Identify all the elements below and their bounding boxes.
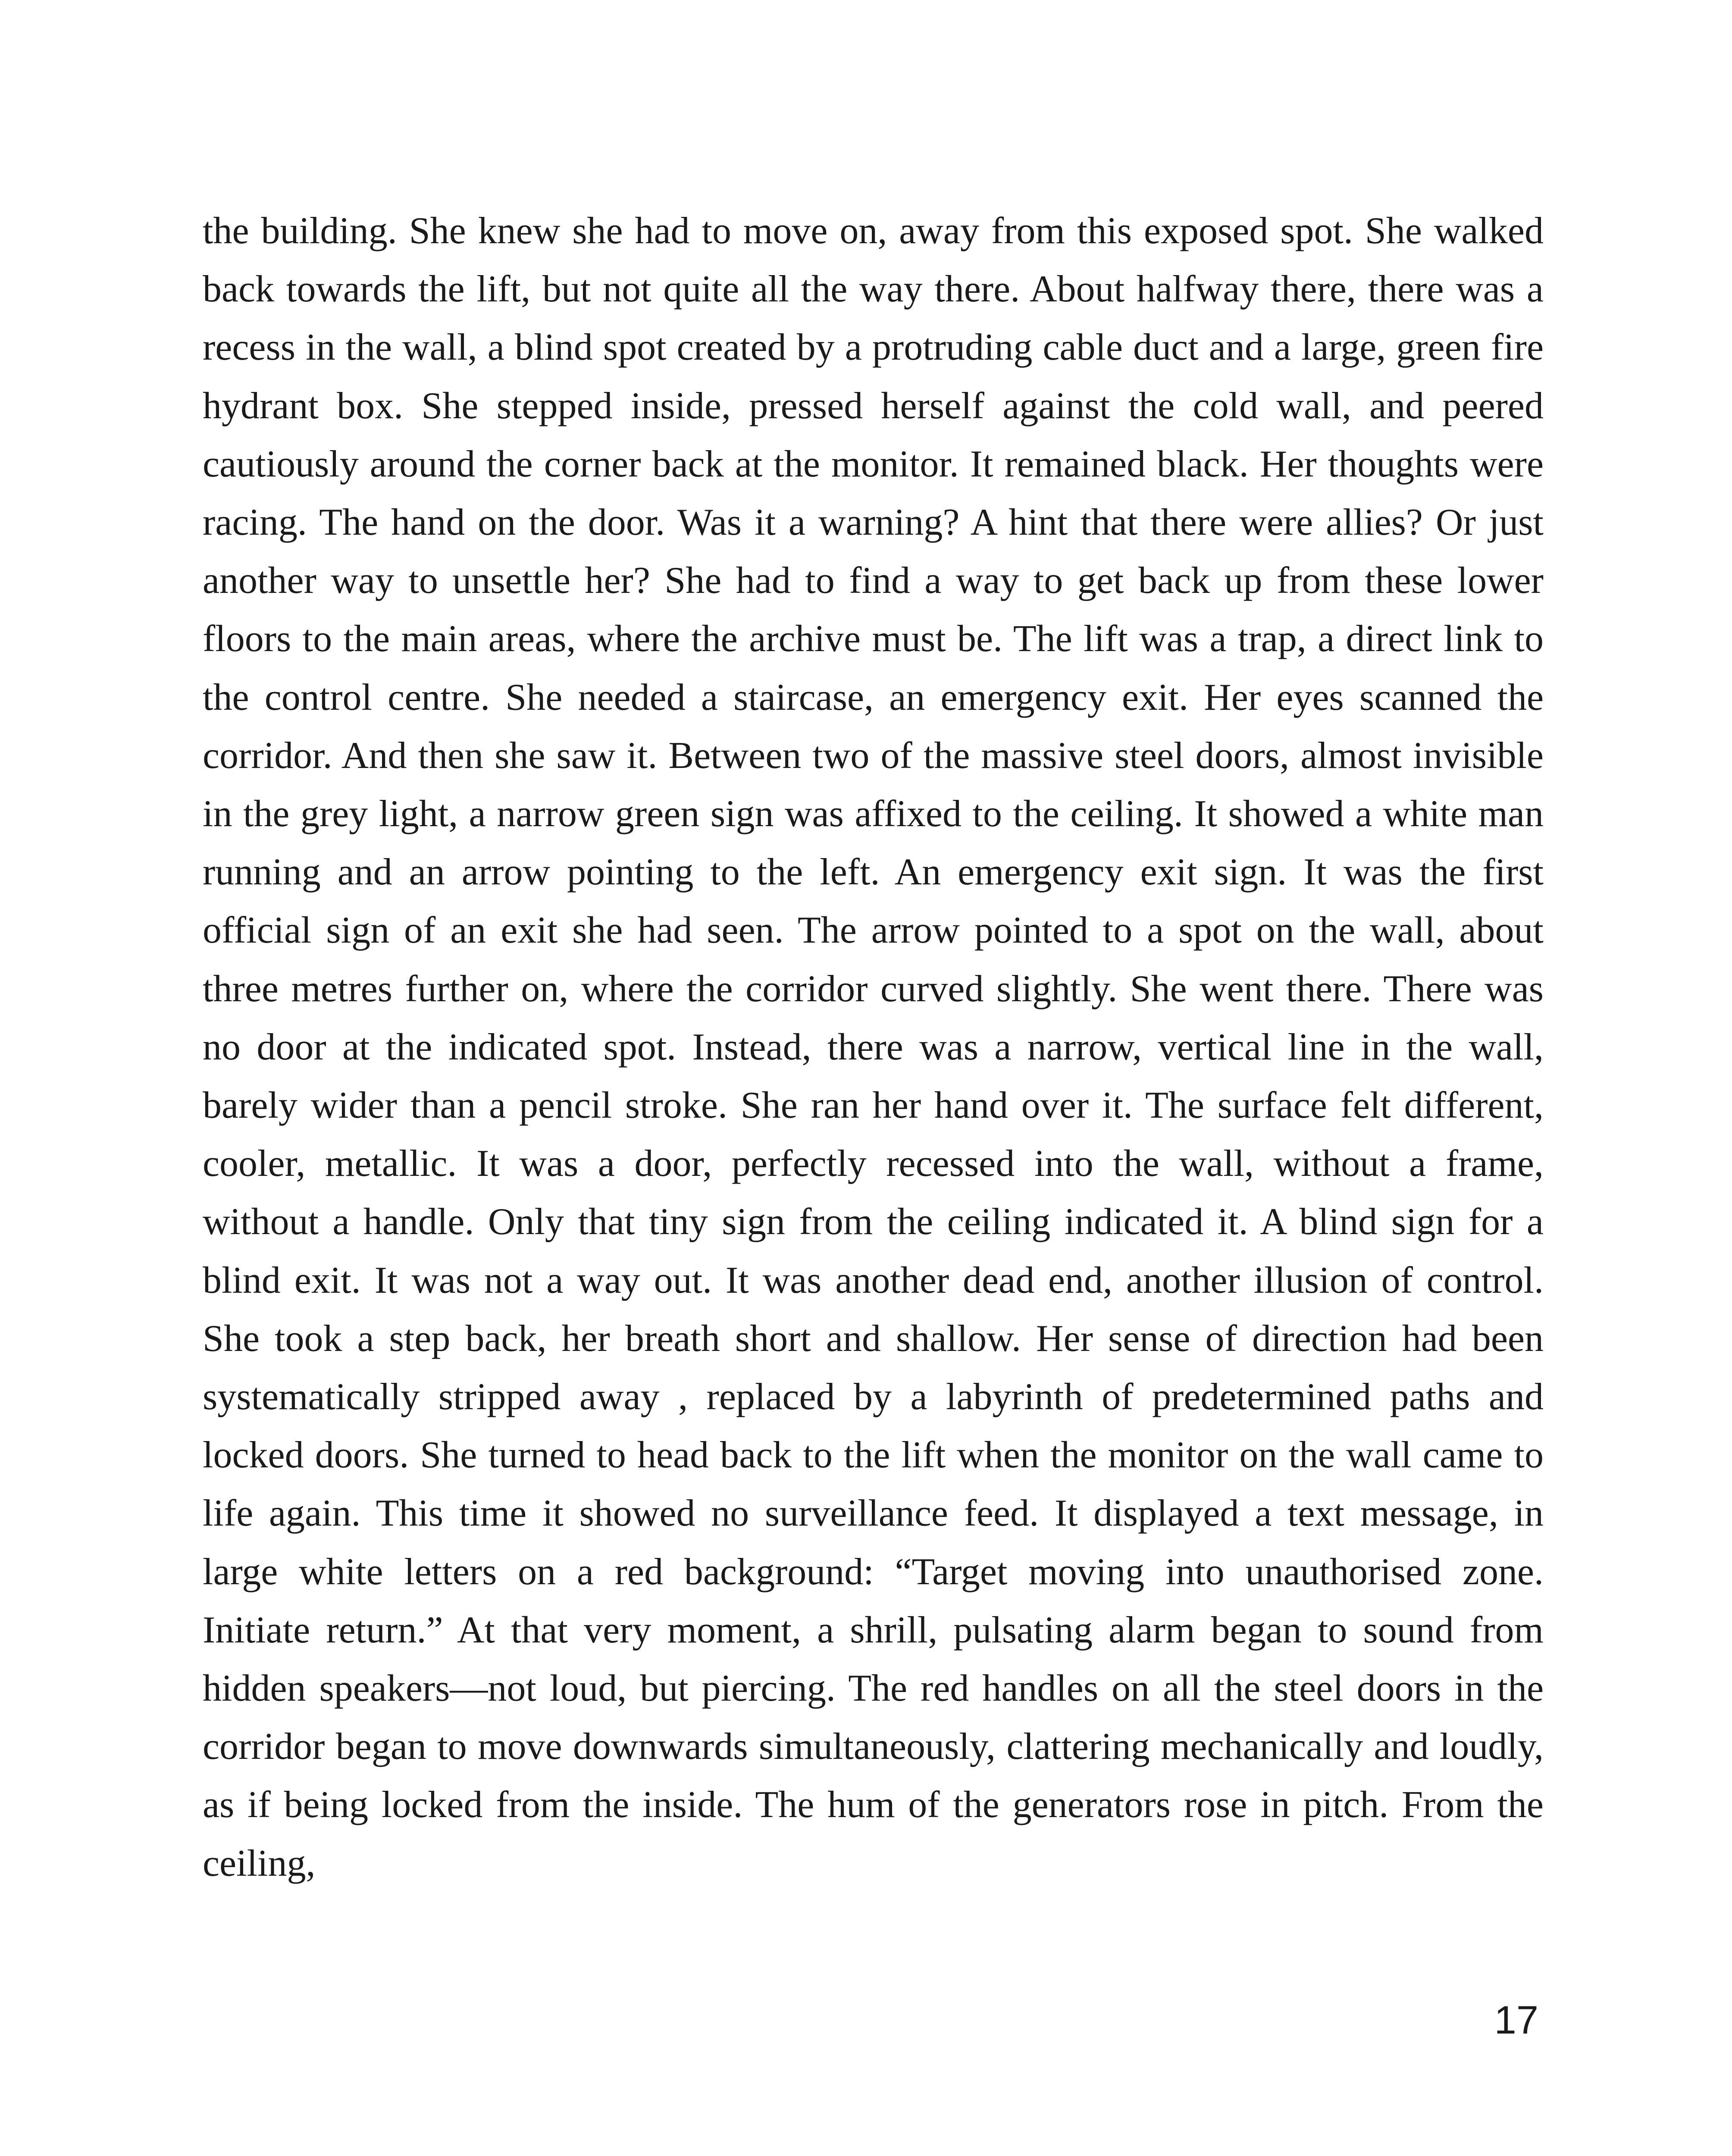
page-number: 17: [1494, 1998, 1538, 2042]
body-paragraph: the building. She knew she had to move on, away from this exposed spot. She walked back towards the lift, but not quite all the way there. About halfway there, there was a recess in the wall, a blind spot created by a protruding cable duct and a large, green fire hydrant box. She stepped inside, pressed herself against the cold wall, and peered cautiously around the corner back at the monitor. It remained black. Her thoughts were racing. The hand on the door. Was it a warning? A hint that there were allies? Or just another way to unsettle her? She had to find a way to get back up from these lower floors to the main areas, where the archive must be. The lift was a trap, a direct link to the control centre. She needed a staircase, an emergency exit. Her eyes scanned the corridor. And then she saw it. Between two of the massive steel doors, almost invisible in the grey light, a narrow green sign was affixed to the ceiling. It showed a white man running and an arrow pointing to the left. An emergency exit sign. It was the first official sign of an exit she had seen. The arrow pointed to a spot on the wall, about three metres further on, where the corridor curved slightly. She went there. There was no door at the indicated spot. Instead, there was a narrow, vertical line in the wall, barely wider than a pencil stroke. She ran her hand over it. The surface felt different, cooler, metallic. It was a door, perfectly recessed into the wall, without a frame, without a handle. Only that tiny sign from the ceiling indicated it. A blind sign for a blind exit. It was not a way out. It was another dead end, another illusion of control. She took a step back, her breath short and shallow. Her sense of direction had been systematically stripped away , replaced by a labyrinth of predetermined paths and locked doors. She turned to head back to the lift when the monitor on the wall came to life again. This time it showed no surveillance feed. It displayed a text message, in large white letters on a red background: “Target moving into unauthorised zone. Initiate return.” At that very moment, a shrill, pulsating alarm began to sound from hidden speakers—not loud, but piercing. The red handles on all the steel doors in the corridor began to move downwards simultaneously, clattering mechanically and loudly, as if being locked from the inside. The hum of the generators rose in pitch. From the ceiling,: [203, 210, 1544, 1884]
